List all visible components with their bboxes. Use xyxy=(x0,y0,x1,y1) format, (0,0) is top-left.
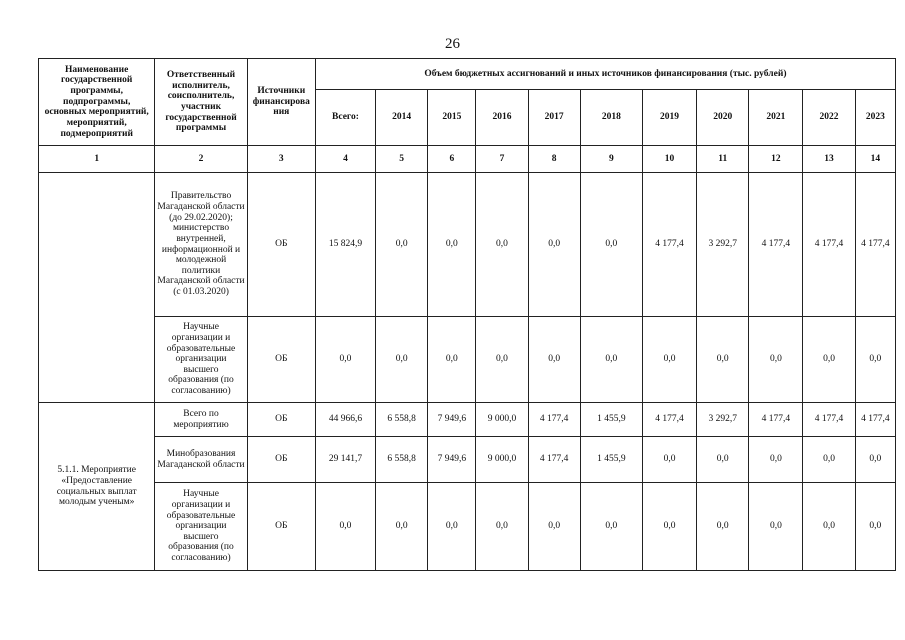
value-cell: 4 177,4 xyxy=(855,173,895,317)
value-cell: 7 949,6 xyxy=(428,403,476,437)
executor-cell: Научные организации и образовательные организации высшего образования (по согласованию) xyxy=(155,317,247,403)
source-cell: ОБ xyxy=(247,317,315,403)
value-cell: 1 455,9 xyxy=(580,437,642,483)
header-year: 2021 xyxy=(749,90,803,146)
value-cell: 4 177,4 xyxy=(642,173,696,317)
column-number: 5 xyxy=(376,146,428,173)
value-cell: 7 949,6 xyxy=(428,437,476,483)
header-year: 2019 xyxy=(642,90,696,146)
value-cell: 4 177,4 xyxy=(803,173,855,317)
value-cell: 29 141,7 xyxy=(315,437,375,483)
header-year: 2022 xyxy=(803,90,855,146)
value-cell: 0,0 xyxy=(476,483,528,571)
value-cell: 6 558,8 xyxy=(376,437,428,483)
executor-cell: Минобразования Магаданской области xyxy=(155,437,247,483)
value-cell: 3 292,7 xyxy=(697,173,749,317)
value-cell: 3 292,7 xyxy=(697,403,749,437)
value-cell: 0,0 xyxy=(315,483,375,571)
source-cell: ОБ xyxy=(247,173,315,317)
value-cell: 0,0 xyxy=(428,317,476,403)
value-cell: 0,0 xyxy=(749,483,803,571)
value-cell: 4 177,4 xyxy=(528,437,580,483)
value-cell: 44 966,6 xyxy=(315,403,375,437)
value-cell: 0,0 xyxy=(697,483,749,571)
executor-cell: Правительство Магаданской области (до 29.02.2020); министерство внутренней, информационной и молодежной политики Магаданской области (с 01.03.2020) xyxy=(155,173,247,317)
column-number: 2 xyxy=(155,146,247,173)
value-cell: 0,0 xyxy=(749,437,803,483)
column-number: 11 xyxy=(697,146,749,173)
source-cell: ОБ xyxy=(247,437,315,483)
column-number: 10 xyxy=(642,146,696,173)
value-cell: 0,0 xyxy=(803,317,855,403)
header-year: 2023 xyxy=(855,90,895,146)
value-cell: 0,0 xyxy=(528,173,580,317)
table-row xyxy=(39,483,896,571)
value-cell: 0,0 xyxy=(855,437,895,483)
value-cell: 4 177,4 xyxy=(642,403,696,437)
column-number: 7 xyxy=(476,146,528,173)
header-year: 2015 xyxy=(428,90,476,146)
value-cell: 0,0 xyxy=(528,483,580,571)
executor-cell: Научные организации и образовательные организации высшего образования (по согласованию) xyxy=(155,483,247,571)
value-cell: 0,0 xyxy=(749,317,803,403)
header-year: 2014 xyxy=(376,90,428,146)
column-number: 12 xyxy=(749,146,803,173)
financing-table xyxy=(38,58,896,571)
value-cell: 9 000,0 xyxy=(476,403,528,437)
value-cell: 0,0 xyxy=(315,317,375,403)
value-cell: 0,0 xyxy=(376,173,428,317)
value-cell: 0,0 xyxy=(580,173,642,317)
value-cell: 1 455,9 xyxy=(580,403,642,437)
column-number-row xyxy=(39,146,896,173)
program-name-cell xyxy=(39,173,155,403)
value-cell: 0,0 xyxy=(697,437,749,483)
value-cell: 4 177,4 xyxy=(855,403,895,437)
column-number: 1 xyxy=(39,146,155,173)
header-year: 2018 xyxy=(580,90,642,146)
source-cell: ОБ xyxy=(247,483,315,571)
column-number: 4 xyxy=(315,146,375,173)
value-cell: 0,0 xyxy=(642,437,696,483)
value-cell: 9 000,0 xyxy=(476,437,528,483)
header-year: 2016 xyxy=(476,90,528,146)
value-cell: 0,0 xyxy=(803,437,855,483)
value-cell: 0,0 xyxy=(476,173,528,317)
value-cell: 4 177,4 xyxy=(749,173,803,317)
column-number: 13 xyxy=(803,146,855,173)
header-funding-group: Объем бюджетных ассигнований и иных источников финансирования (тыс. рублей) xyxy=(315,59,895,90)
column-number: 14 xyxy=(855,146,895,173)
value-cell: 0,0 xyxy=(528,317,580,403)
header-program-name: Наименование государственной программы, подпрограммы, основных мероприятий, мероприятий, подмероприятий xyxy=(39,59,155,146)
value-cell: 0,0 xyxy=(642,483,696,571)
value-cell: 0,0 xyxy=(376,317,428,403)
executor-cell: Всего по мероприятию xyxy=(155,403,247,437)
column-number: 3 xyxy=(247,146,315,173)
program-name-cell: 5.1.1. Мероприятие «Предоставление социальных выплат молодым ученым» xyxy=(39,403,155,571)
column-number: 6 xyxy=(428,146,476,173)
header-source: Источники финансирова ния xyxy=(247,59,315,146)
value-cell: 0,0 xyxy=(580,483,642,571)
column-number: 9 xyxy=(580,146,642,173)
value-cell: 0,0 xyxy=(580,317,642,403)
page-number: 26 xyxy=(445,36,460,52)
value-cell: 15 824,9 xyxy=(315,173,375,317)
header-year: 2020 xyxy=(697,90,749,146)
header-executor: Ответственный исполнитель, соисполнитель, участник государственной программы xyxy=(155,59,247,146)
header-year: 2017 xyxy=(528,90,580,146)
value-cell: 0,0 xyxy=(428,173,476,317)
value-cell: 0,0 xyxy=(376,483,428,571)
table-row xyxy=(39,317,896,403)
table-row xyxy=(39,437,896,483)
value-cell: 4 177,4 xyxy=(749,403,803,437)
table-row xyxy=(39,403,896,437)
value-cell: 0,0 xyxy=(428,483,476,571)
value-cell: 0,0 xyxy=(476,317,528,403)
value-cell: 0,0 xyxy=(855,483,895,571)
value-cell: 4 177,4 xyxy=(528,403,580,437)
value-cell: 0,0 xyxy=(642,317,696,403)
value-cell: 0,0 xyxy=(803,483,855,571)
table-row xyxy=(39,173,896,317)
value-cell: 6 558,8 xyxy=(376,403,428,437)
value-cell: 0,0 xyxy=(855,317,895,403)
value-cell: 4 177,4 xyxy=(803,403,855,437)
source-cell: ОБ xyxy=(247,403,315,437)
column-number: 8 xyxy=(528,146,580,173)
value-cell: 0,0 xyxy=(697,317,749,403)
header-total: Всего: xyxy=(315,90,375,146)
